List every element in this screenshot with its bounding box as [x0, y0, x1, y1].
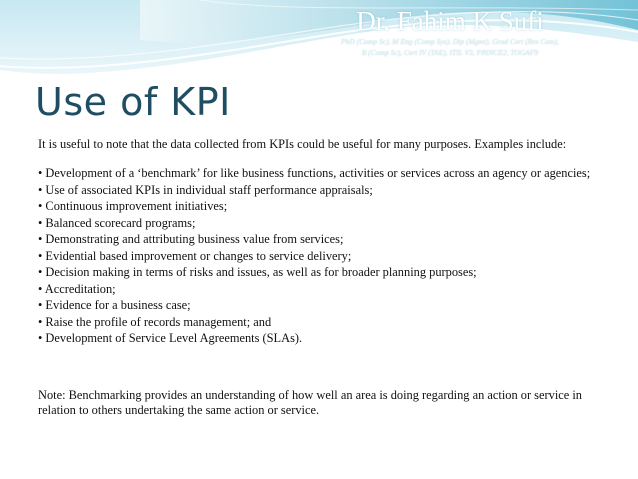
bullet-item: • Use of associated KPIs in individual staff performance appraisals;	[38, 182, 373, 197]
intro-paragraph: It is useful to note that the data collected from KPIs could be useful for many purposes. Examples include:	[38, 137, 567, 151]
bullet-item: • Raise the profile of records management; and	[38, 314, 272, 329]
bullet-item: • Evidence for a business case;	[38, 298, 191, 312]
bullet-item: • Development of Service Level Agreements (SLAs).	[38, 331, 303, 345]
slide-title: Use of KPI	[35, 80, 231, 124]
bullet-item: • Balanced scorecard programs;	[38, 215, 196, 230]
bullet-item: • Evidential based improvement or changes to service delivery;	[38, 248, 352, 263]
slide-body	[38, 137, 598, 418]
benchmarking-note: Note: Benchmarking provides an understanding of how well an area is doing regarding an action or service in relation to others undertaking the same action or service.	[38, 388, 582, 417]
bullet-item: • Development of a ‘benchmark’ for like business functions, activities or services across an agency or agencies;	[38, 166, 591, 180]
author-name: Dr. Fahim K Sufi	[356, 6, 544, 36]
author-watermark	[300, 6, 600, 58]
bullet-item: • Demonstrating and attributing business value from services;	[38, 232, 344, 246]
purpose-bullet-list	[38, 166, 598, 346]
bullet-item: • Continuous improvement initiatives;	[38, 199, 228, 213]
author-credentials-line-2: B (Comp Sc), Cert IV (TAE), ITIL V3, PRINCE2, TOGAF9	[361, 48, 539, 57]
bullet-item: • Decision making in terms of risks and issues, as well as for broader planning purposes;	[38, 265, 477, 279]
bullet-item: • Accreditation;	[38, 281, 116, 296]
author-credentials-line-1: PhD (Comp Sc), M Eng (Comp Sys), Dip (Mgmt), Grad Cert (Res Com),	[341, 37, 559, 46]
